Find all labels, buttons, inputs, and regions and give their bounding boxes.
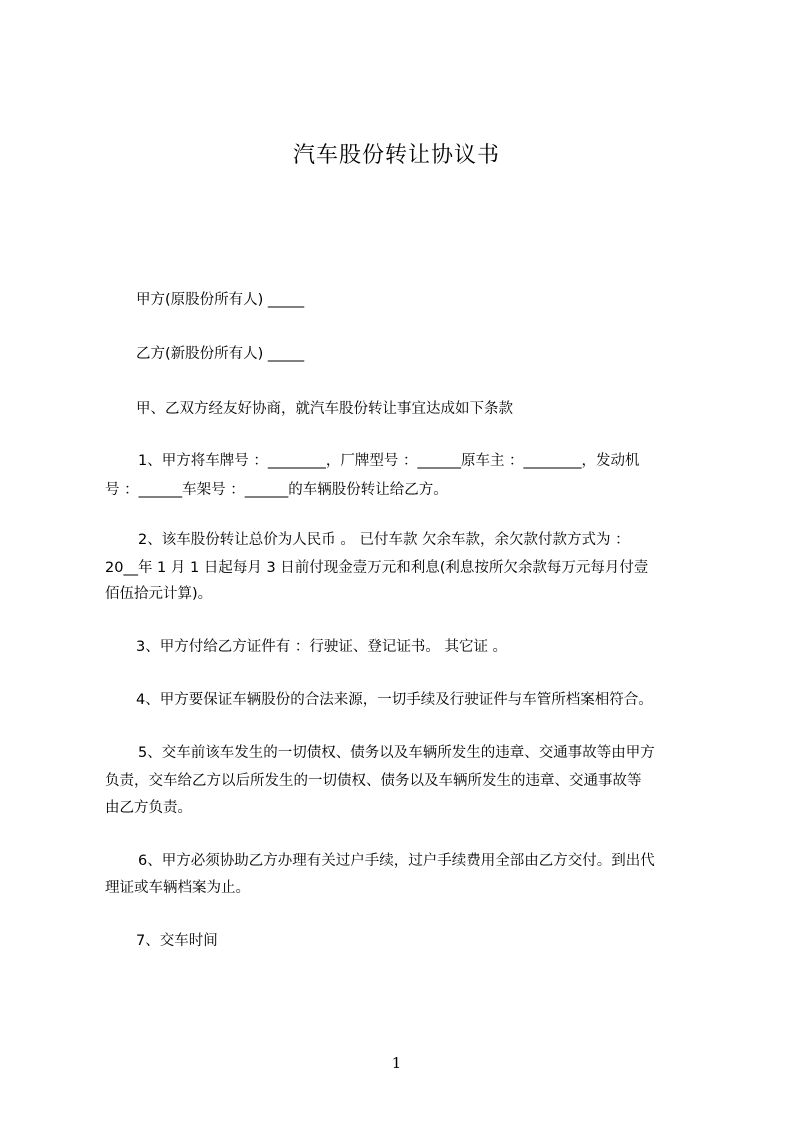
party-b-line: 乙方(新股份所有人) _____ [136,346,305,362]
clause-5-line-3: 由乙方负责。 [105,800,192,816]
party-a-line: 甲方(原股份所有人) _____ [136,292,305,308]
intro-line: 甲、乙双方经友好协商，就汽车股份转让事宜达成如下条款 [136,401,513,417]
clause-6-line-1: 6、甲方必须协助乙方办理有关过户手续，过户手续费用全部由乙方交付。到出代 [138,853,655,869]
clause-5-line-2: 负责，交车给乙方以后所发生的一切债权、债务以及车辆所发生的违章、交通事故等 [105,773,642,789]
clause-2-line-2: 20__年 1 月 1 日起每月 3 日前付现金壹万元和利息(利息按所欠余款每万元每月付壹 [105,560,649,576]
clause-2-line-3: 佰伍拾元计算)。 [105,586,213,602]
clause-5-line-1: 5、交车前该车发生的一切债权、债务以及车辆所发生的违章、交通事故等由甲方 [138,745,655,761]
clause-3-line-1: 3、甲方付给乙方证件有 ：行驶证、登记证书。 其它证 。 [136,639,508,655]
clause-1-line-1: 1、甲方将车牌号 ：________，厂牌型号 ：______原车主 ：________，发动机 [138,453,640,469]
clause-2-line-1: 2、该车股份转让总价为人民币 。 已付车款 欠余车款，余欠款付款方式为 ： [138,532,630,548]
clause-7-line-1: 7、交车时间 [136,933,218,949]
clause-4-line-1: 4、甲方要保证车辆股份的合法来源，一切手续及行驶证件与车管所档案相符合。 [136,692,653,708]
document-title: 汽车股份转让协议书 [292,143,500,168]
page-number: 1 [391,1054,402,1072]
clause-1-line-2: 号 ：______车架号 ：______的车辆股份转让给乙方。 [105,482,448,498]
clause-6-line-2: 理证或车辆档案为止。 [105,880,250,896]
